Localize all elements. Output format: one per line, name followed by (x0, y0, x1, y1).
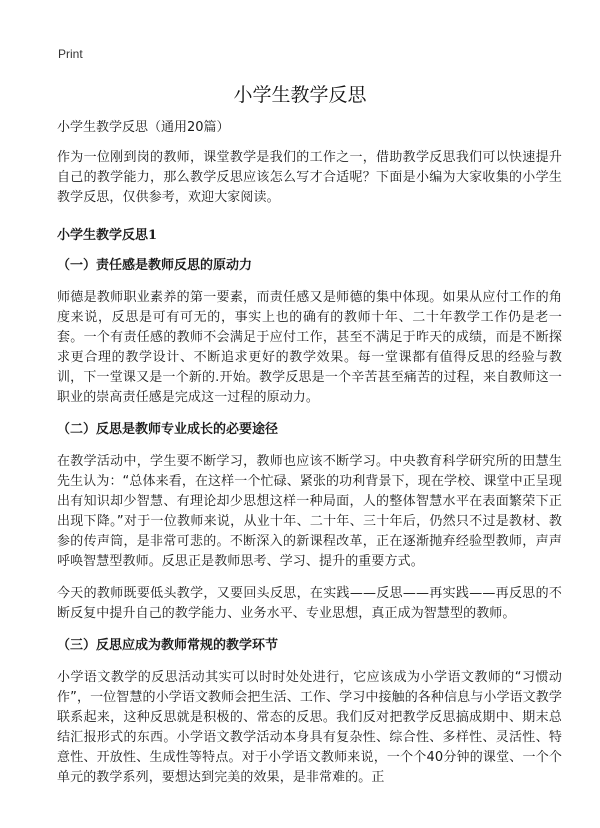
section-heading-2: （二）反思是教师专业成长的必要途径 (57, 422, 279, 437)
section-2-paragraph-2: 今天的教师既要低头教学，又要回头反思，在实践——反思——再实践——再反思的不断反复中提升自己的教学能力、业务水平、专业思想，真正成为智慧型的教师。 (57, 586, 562, 621)
section-heading-1: （一）责任感是教师反思的原动力 (57, 258, 253, 273)
section-2-paragraph-1: 在教学活动中，学生要不断学习，教师也应该不断学习。中央教育科学研究所的田慧生先生认为：“总体来看，在这样一个忙碌、紧张的功利背景下，现在学校、课堂中正呈现出有知识却少智慧、有理论却少思想这样一种局面，人的整体智慧水平在表面繁荣下正出现下降。”对于一位教师来说，从业十年、二十年、三十年后，仍然只不过是教材、教参的传声筒，是非常可悲的。不断深入的新课程改革，正在逐渐抛弃经验型教师，声声呼唤智慧型教师。反思正是教师思考、学习、提升的重要方式。 (57, 454, 562, 569)
intro-paragraph: 作为一位刚到岗的教师，课堂教学是我们的工作之一，借助教学反思我们可以快速提升自己的教学能力，那么教学反思应该怎么写才合适呢？下面是小编为大家收集的小学生教学反思，仅供参考，欢迎大家阅读。 (57, 150, 562, 205)
section-3-paragraph-1: 小学语文教学的反思活动其实可以时时处处进行，它应该成为小学语文教师的“习惯动作”，一位智慧的小学语文教师会把生活、工作、学习中接触的各种信息与小学语文教学联系起来，这种反思就是积极的、常态的反思。我们反对把教学反思搞成期中、期末总结汇报形式的东西。小学语文教学活动本身具有复杂性、综合性、多样性、灵活性、特意性、开放性、生成性等特点。对于小学语文教师来说，一个个40分钟的课堂、一个个单元的教学系列，要想达到完美的效果，是非常难的。正 (57, 670, 562, 785)
article-body (57, 118, 562, 800)
section-heading-3: （三）反思应成为教师常规的教学环节 (57, 638, 279, 653)
page-title: 小学生教学反思 (233, 84, 367, 106)
print-link[interactable]: Print (58, 47, 83, 61)
section-1-paragraph-1: 师德是教师职业素养的第一要素，而责任感又是师德的集中体现。如果从应付工作的角度来说，反思是可有可无的，事实上也的确有的教师十年、二十年教学工作仍是老一套。一个有责任感的教师不会满足于应付工作，甚至不满足于昨天的成绩，而是不断探求更合理的教学设计、不断追求更好的教学效果。每一堂课都有值得反思的经验与教训，下一堂课又是一个新的.开始。教学反思是一个辛苦甚至痛苦的过程，来自教师这一职业的崇高责任感是完成这一过程的原动力。 (57, 290, 562, 405)
article-subtitle: 小学生教学反思（通用20篇） (57, 120, 230, 135)
article-heading: 小学生教学反思1 (57, 228, 158, 243)
